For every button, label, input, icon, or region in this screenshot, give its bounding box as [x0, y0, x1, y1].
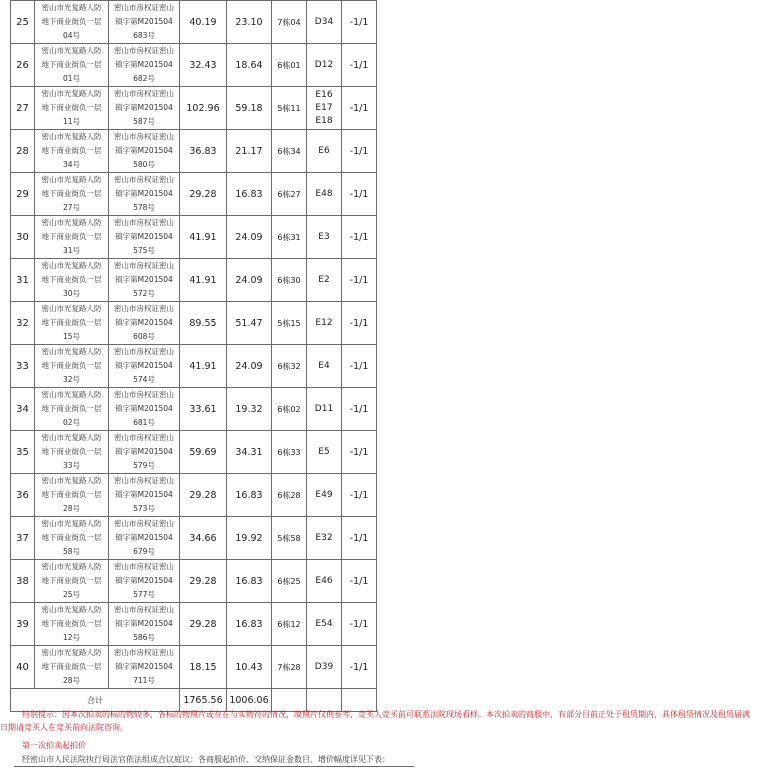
- property-name-line: 地下商业街负一层: [41, 361, 102, 370]
- unit-code-line: E5: [318, 446, 330, 457]
- building-unit: 6栋25: [272, 560, 307, 603]
- building-area: 41.91: [180, 216, 227, 259]
- floor-level: -1/1: [342, 87, 377, 130]
- certificate-line: 密山市房权证密山: [114, 89, 174, 98]
- building-area: 36.83: [180, 130, 227, 173]
- unit-code: [307, 603, 342, 646]
- certificate-line: 587号: [133, 117, 155, 126]
- property-name-line: 密山市光复路人防: [41, 261, 102, 270]
- property-name: [35, 130, 109, 173]
- unit-code: [307, 44, 342, 87]
- certificate-line: 镇字第M201504: [115, 576, 173, 585]
- property-name-line: 地下商业街负一层: [41, 619, 102, 628]
- notice-line-2: 日期请竞买人在竞买前向法院咨询。: [0, 723, 128, 732]
- share-area: 24.09: [227, 345, 272, 388]
- property-name-line: 密山市光复路人防: [41, 218, 102, 227]
- unit-code-line: E18: [315, 115, 333, 126]
- certificate-line: 683号: [133, 31, 155, 40]
- certificate-line: 镇字第M201504: [115, 404, 173, 413]
- unit-code-line: D39: [314, 661, 334, 672]
- row-index: 34: [11, 388, 35, 431]
- property-name-line: 密山市光复路人防: [41, 562, 102, 571]
- table-row: [11, 259, 377, 302]
- certificate-line: 608号: [133, 332, 155, 341]
- table-row: [11, 44, 377, 87]
- certificate-number: [109, 173, 180, 216]
- building-area: 59.69: [180, 431, 227, 474]
- floor-level: -1/1: [342, 302, 377, 345]
- building-unit: 5栋15: [272, 302, 307, 345]
- property-name-line: 地下商业街负一层: [41, 232, 102, 241]
- table-row: [11, 130, 377, 173]
- floor-level: -1/1: [342, 388, 377, 431]
- unit-code-line: E6: [318, 145, 330, 156]
- building-unit: 6栋30: [272, 259, 307, 302]
- building-unit: 5栋11: [272, 87, 307, 130]
- certificate-number: [109, 302, 180, 345]
- property-name-line: 33号: [62, 461, 81, 470]
- floor-level: -1/1: [342, 1, 377, 44]
- building-unit: 5栋58: [272, 517, 307, 560]
- certificate-line: 679号: [133, 547, 155, 556]
- property-name-line: 密山市光复路人防: [41, 132, 102, 141]
- property-name-line: 地下商业街负一层: [41, 447, 102, 456]
- unit-code: [307, 517, 342, 560]
- property-name-line: 密山市光复路人防: [41, 605, 102, 614]
- certificate-line: 镇字第M201504: [115, 490, 173, 499]
- unit-code: [307, 130, 342, 173]
- row-index: 26: [11, 44, 35, 87]
- share-area: 19.32: [227, 388, 272, 431]
- certificate-number: [109, 1, 180, 44]
- property-name-line: 地下商业街负一层: [41, 576, 102, 585]
- certificate-line: 镇字第M201504: [115, 232, 173, 241]
- building-unit: 7栋04: [272, 1, 307, 44]
- property-name: [35, 44, 109, 87]
- share-area: 16.83: [227, 603, 272, 646]
- property-name-line: 地下商业街负一层: [41, 146, 102, 155]
- unit-code-line: D11: [314, 403, 334, 414]
- unit-code-line: E54: [315, 618, 333, 629]
- property-name-line: 密山市光复路人防: [41, 347, 102, 356]
- certificate-number: [109, 603, 180, 646]
- row-index: 38: [11, 560, 35, 603]
- property-name-line: 密山市光复路人防: [41, 648, 102, 657]
- certificate-line: 682号: [133, 74, 155, 83]
- table-row: [11, 173, 377, 216]
- property-name-line: 01号: [62, 74, 81, 83]
- certificate-line: 681号: [133, 418, 155, 427]
- certificate-line: 578号: [133, 203, 155, 212]
- row-index: 33: [11, 345, 35, 388]
- share-area: 24.09: [227, 216, 272, 259]
- certificate-line: 密山市房权证密山: [114, 132, 174, 141]
- property-name: [35, 302, 109, 345]
- building-unit: 6栋27: [272, 173, 307, 216]
- table-row: [11, 216, 377, 259]
- unit-code: [307, 345, 342, 388]
- certificate-line: 密山市房权证密山: [114, 390, 174, 399]
- property-name-line: 密山市光复路人防: [41, 519, 102, 528]
- certificate-line: 575号: [133, 246, 155, 255]
- certificate-line: 密山市房权证密山: [114, 46, 174, 55]
- certificate-line: 密山市房权证密山: [114, 562, 174, 571]
- building-area: 29.28: [180, 173, 227, 216]
- unit-code-line: E2: [318, 274, 330, 285]
- property-name-line: 02号: [62, 418, 81, 427]
- property-name: [35, 216, 109, 259]
- table-row: [11, 603, 377, 646]
- building-area: 29.28: [180, 603, 227, 646]
- certificate-number: [109, 44, 180, 87]
- building-unit: 6栋33: [272, 431, 307, 474]
- building-area: 32.43: [180, 44, 227, 87]
- building-area: 41.91: [180, 345, 227, 388]
- share-area: 16.83: [227, 173, 272, 216]
- property-name-line: 地下商业街负一层: [41, 275, 102, 284]
- certificate-number: [109, 87, 180, 130]
- unit-code: [307, 173, 342, 216]
- row-index: 36: [11, 474, 35, 517]
- table-row: [11, 87, 377, 130]
- certificate-line: 573号: [133, 504, 155, 513]
- floor-level: -1/1: [342, 474, 377, 517]
- property-name-line: 密山市光复路人防: [41, 175, 102, 184]
- property-name-line: 地下商业街负一层: [41, 490, 102, 499]
- certificate-number: [109, 517, 180, 560]
- unit-code-line: E12: [315, 317, 333, 328]
- row-index: 32: [11, 302, 35, 345]
- building-area: 29.28: [180, 560, 227, 603]
- property-name-line: 密山市光复路人防: [41, 476, 102, 485]
- certificate-line: 镇字第M201504: [115, 662, 173, 671]
- unit-code-line: E48: [315, 188, 333, 199]
- property-table-container: [10, 0, 377, 712]
- section-title: 第一次拍卖起拍价: [22, 741, 86, 750]
- share-area: 59.18: [227, 87, 272, 130]
- share-area: 18.64: [227, 44, 272, 87]
- certificate-line: 577号: [133, 590, 155, 599]
- property-name-line: 密山市光复路人防: [41, 3, 102, 12]
- property-name: [35, 87, 109, 130]
- property-name-line: 32号: [62, 375, 81, 384]
- table-row: [11, 388, 377, 431]
- notice-line-1: 特别提示：因本次拍卖的标的物较多，各标的物照片或存在与实物符的情况，故照片仅供参考，竞买人竞买前可联系法院现场看样。本次拍卖的商服中，有部分目前正处于租赁期内，具体租赁情况及租赁届满: [22, 710, 750, 719]
- share-area: 19.92: [227, 517, 272, 560]
- property-name: [35, 646, 109, 689]
- property-name-line: 28号: [62, 504, 81, 513]
- property-name: [35, 259, 109, 302]
- property-table: [10, 0, 377, 712]
- certificate-line: 580号: [133, 160, 155, 169]
- property-name: [35, 345, 109, 388]
- certificate-number: [109, 646, 180, 689]
- property-name-line: 30号: [62, 289, 81, 298]
- certificate-number: [109, 345, 180, 388]
- share-area: 10.43: [227, 646, 272, 689]
- certificate-line: 密山市房权证密山: [114, 304, 174, 313]
- certificate-line: 密山市房权证密山: [114, 519, 174, 528]
- special-notice: [0, 708, 770, 734]
- building-area: 34.66: [180, 517, 227, 560]
- unit-code: [307, 87, 342, 130]
- table-row: [11, 345, 377, 388]
- row-index: 30: [11, 216, 35, 259]
- row-index: 40: [11, 646, 35, 689]
- floor-level: -1/1: [342, 603, 377, 646]
- building-unit: 6栋02: [272, 388, 307, 431]
- row-index: 29: [11, 173, 35, 216]
- certificate-line: 586号: [133, 633, 155, 642]
- certificate-line: 密山市房权证密山: [114, 347, 174, 356]
- property-name-line: 34号: [62, 160, 81, 169]
- row-index: 39: [11, 603, 35, 646]
- certificate-line: 镇字第M201504: [115, 60, 173, 69]
- table-row: [11, 474, 377, 517]
- certificate-number: [109, 216, 180, 259]
- unit-code: [307, 431, 342, 474]
- floor-level: -1/1: [342, 345, 377, 388]
- property-name: [35, 603, 109, 646]
- property-name-line: 58号: [62, 547, 81, 556]
- certificate-line: 镇字第M201504: [115, 146, 173, 155]
- certificate-line: 密山市房权证密山: [114, 218, 174, 227]
- property-name-line: 地下商业街负一层: [41, 60, 102, 69]
- unit-code-line: E32: [315, 532, 333, 543]
- table-row: [11, 302, 377, 345]
- building-unit: 6栋01: [272, 44, 307, 87]
- property-name: [35, 517, 109, 560]
- certificate-line: 572号: [133, 289, 155, 298]
- share-area: 23.10: [227, 1, 272, 44]
- unit-code: [307, 474, 342, 517]
- certificate-line: 镇字第M201504: [115, 103, 173, 112]
- unit-code: [307, 646, 342, 689]
- certificate-line: 密山市房权证密山: [114, 175, 174, 184]
- property-name-line: 地下商业街负一层: [41, 404, 102, 413]
- unit-code: [307, 388, 342, 431]
- floor-level: -1/1: [342, 44, 377, 87]
- certificate-line: 579号: [133, 461, 155, 470]
- table-row: [11, 517, 377, 560]
- certificate-line: 密山市房权证密山: [114, 648, 174, 657]
- row-index: 35: [11, 431, 35, 474]
- floor-level: -1/1: [342, 130, 377, 173]
- certificate-number: [109, 130, 180, 173]
- property-name-line: 15号: [62, 332, 81, 341]
- building-area: 102.96: [180, 87, 227, 130]
- building-unit: 6栋28: [272, 474, 307, 517]
- row-index: 27: [11, 87, 35, 130]
- property-name-line: 地下商业街负一层: [41, 189, 102, 198]
- certificate-number: [109, 560, 180, 603]
- floor-level: -1/1: [342, 259, 377, 302]
- floor-level: -1/1: [342, 216, 377, 259]
- row-index: 25: [11, 1, 35, 44]
- floor-level: -1/1: [342, 431, 377, 474]
- building-area: 29.28: [180, 474, 227, 517]
- property-name-line: 28号: [62, 676, 81, 685]
- unit-code-line: E3: [318, 231, 330, 242]
- total-share: 1006.06: [227, 689, 272, 712]
- building-unit: 6栋34: [272, 130, 307, 173]
- row-index: 28: [11, 130, 35, 173]
- share-area: 16.83: [227, 560, 272, 603]
- property-name: [35, 388, 109, 431]
- property-name-line: 25号: [62, 590, 81, 599]
- property-name-line: 密山市光复路人防: [41, 390, 102, 399]
- total-area: 1765.56: [180, 689, 227, 712]
- table-row: [11, 431, 377, 474]
- table-row: [11, 646, 377, 689]
- certificate-line: 密山市房权证密山: [114, 605, 174, 614]
- certificate-line: 镇字第M201504: [115, 275, 173, 284]
- share-area: 16.83: [227, 474, 272, 517]
- certificate-number: [109, 388, 180, 431]
- floor-level: -1/1: [342, 646, 377, 689]
- unit-code-line: E4: [318, 360, 330, 371]
- property-name-line: 地下商业街负一层: [41, 17, 102, 26]
- table-row: [11, 1, 377, 44]
- certificate-line: 密山市房权证密山: [114, 3, 174, 12]
- unit-code-line: D12: [314, 59, 334, 70]
- share-area: 51.47: [227, 302, 272, 345]
- property-name: [35, 431, 109, 474]
- building-area: 41.91: [180, 259, 227, 302]
- certificate-line: 镇字第M201504: [115, 318, 173, 327]
- building-unit: 6栋32: [272, 345, 307, 388]
- property-name-line: 04号: [62, 31, 81, 40]
- unit-code-line: E49: [315, 489, 333, 500]
- unit-code: [307, 1, 342, 44]
- intro-text: 经密山市人民法院执行局法官依法组成合议庭议：各商服起拍价、交纳保证金数目、增价幅度详见下表：: [22, 755, 390, 764]
- row-index: 31: [11, 259, 35, 302]
- floor-level: -1/1: [342, 560, 377, 603]
- unit-code-line: E17: [315, 102, 333, 113]
- unit-code-line: D34: [314, 16, 334, 27]
- share-area: 34.31: [227, 431, 272, 474]
- certificate-line: 密山市房权证密山: [114, 433, 174, 442]
- certificate-line: 密山市房权证密山: [114, 261, 174, 270]
- property-name-line: 密山市光复路人防: [41, 89, 102, 98]
- certificate-line: 密山市房权证密山: [114, 476, 174, 485]
- property-name-line: 31号: [62, 246, 81, 255]
- table-row: [11, 560, 377, 603]
- property-name-line: 地下商业街负一层: [41, 662, 102, 671]
- certificate-line: 574号: [133, 375, 155, 384]
- unit-code: [307, 259, 342, 302]
- unit-code: [307, 216, 342, 259]
- floor-level: -1/1: [342, 517, 377, 560]
- property-name: [35, 474, 109, 517]
- property-name: [35, 1, 109, 44]
- share-area: 24.09: [227, 259, 272, 302]
- certificate-line: 镇字第M201504: [115, 189, 173, 198]
- property-name-line: 地下商业街负一层: [41, 103, 102, 112]
- property-name-line: 地下商业街负一层: [41, 533, 102, 542]
- unit-code: [307, 302, 342, 345]
- building-unit: 7栋28: [272, 646, 307, 689]
- building-unit: 6栋12: [272, 603, 307, 646]
- certificate-number: [109, 431, 180, 474]
- certificate-line: 镇字第M201504: [115, 17, 173, 26]
- share-area: 21.17: [227, 130, 272, 173]
- property-name-line: 12号: [62, 633, 81, 642]
- property-name-line: 11号: [62, 117, 81, 126]
- unit-code-line: E46: [315, 575, 333, 586]
- building-area: 18.15: [180, 646, 227, 689]
- building-area: 33.61: [180, 388, 227, 431]
- total-label: 合计: [11, 689, 180, 712]
- floor-level: -1/1: [342, 173, 377, 216]
- property-name: [35, 173, 109, 216]
- property-name-line: 密山市光复路人防: [41, 304, 102, 313]
- unit-code-line: E16: [315, 89, 333, 100]
- building-area: 40.19: [180, 1, 227, 44]
- certificate-number: [109, 474, 180, 517]
- row-index: 37: [11, 517, 35, 560]
- building-unit: 6栋31: [272, 216, 307, 259]
- property-name-line: 27号: [62, 203, 81, 212]
- property-name-line: 密山市光复路人防: [41, 433, 102, 442]
- property-name: [35, 560, 109, 603]
- certificate-line: 镇字第M201504: [115, 533, 173, 542]
- property-name-line: 地下商业街负一层: [41, 318, 102, 327]
- certificate-number: [109, 259, 180, 302]
- certificate-line: 镇字第M201504: [115, 447, 173, 456]
- building-area: 89.55: [180, 302, 227, 345]
- property-name-line: 密山市光复路人防: [41, 46, 102, 55]
- unit-code: [307, 560, 342, 603]
- certificate-line: 711号: [133, 676, 155, 685]
- certificate-line: 镇字第M201504: [115, 361, 173, 370]
- certificate-line: 镇字第M201504: [115, 619, 173, 628]
